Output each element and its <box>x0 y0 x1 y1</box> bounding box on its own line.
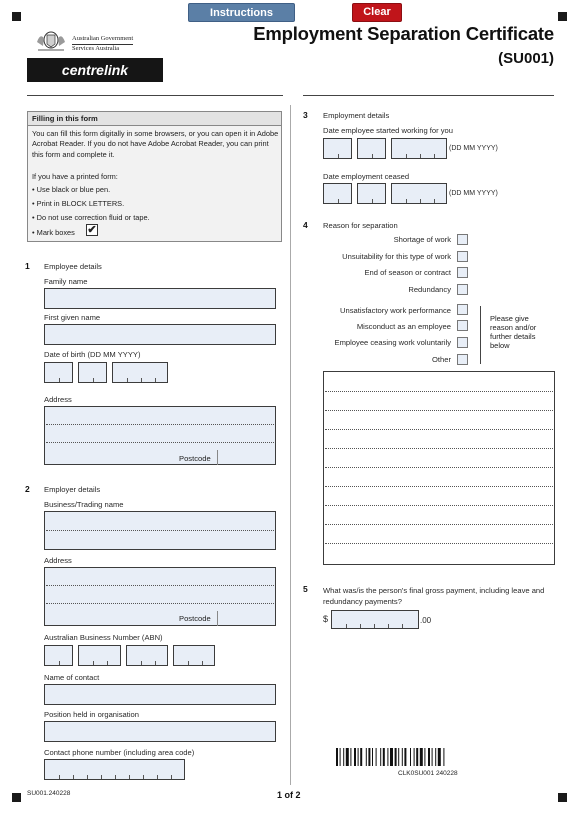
ceased-date-format: (DD MM YYYY) <box>449 190 498 197</box>
abn-field-4[interactable] <box>173 645 215 666</box>
contact-name-label: Name of contact <box>44 673 100 682</box>
info-box-bullet: • Do not use correction fluid or tape. <box>32 213 150 222</box>
dob-day-field[interactable] <box>44 362 73 383</box>
position-label: Position held in organisation <box>44 710 139 719</box>
q4-number: 4 <box>303 220 308 230</box>
abn-field-1[interactable] <box>44 645 73 666</box>
gross-payment-field[interactable] <box>331 610 419 629</box>
government-line-2: Services Australia <box>72 45 120 52</box>
q3-heading: Employment details <box>323 111 390 120</box>
employer-address-label: Address <box>44 556 72 565</box>
employer-postcode-label: Postcode <box>179 614 211 623</box>
form-code: (SU001) <box>498 50 554 67</box>
checked-box-example-icon: ✔ <box>87 224 97 236</box>
dob-year-field[interactable] <box>112 362 168 383</box>
first-given-name-label: First given name <box>44 313 101 322</box>
info-box-bullet: • Use black or blue pen. <box>32 185 111 194</box>
q5-question: What was/is the person's final gross payment, including leave and redundancy payments? <box>323 586 545 606</box>
reason-checkbox-performance[interactable] <box>457 304 468 315</box>
q2-number: 2 <box>25 484 30 494</box>
reason-label: Employee ceasing work voluntarily <box>334 338 451 347</box>
info-box-heading: Filling in this form <box>28 112 281 126</box>
reason-label: Misconduct as an employee <box>356 322 451 331</box>
first-given-name-field[interactable] <box>44 324 276 345</box>
column-divider <box>290 105 291 785</box>
q1-heading: Employee details <box>44 262 102 271</box>
abn-label: Australian Business Number (ABN) <box>44 633 163 642</box>
reason-label: Other <box>432 355 451 364</box>
family-name-label: Family name <box>44 277 88 286</box>
employee-address-label: Address <box>44 395 72 404</box>
start-date-label: Date employee started working for you <box>323 126 454 135</box>
q4-heading: Reason for separation <box>323 221 398 230</box>
family-name-field[interactable] <box>44 288 276 309</box>
reason-checkbox-other[interactable] <box>457 354 468 365</box>
ceased-month-field[interactable] <box>357 183 386 204</box>
phone-label: Contact phone number (including area code) <box>44 748 195 757</box>
q1-number: 1 <box>25 261 30 271</box>
header-rule-right <box>303 95 554 96</box>
instructions-button[interactable]: Instructions <box>188 3 295 22</box>
header-rule-left <box>27 95 283 96</box>
registration-mark-bottom-right <box>558 793 567 802</box>
employer-postcode-field[interactable] <box>217 611 275 626</box>
start-month-field[interactable] <box>357 138 386 159</box>
bullet-text: Print in BLOCK LETTERS. <box>36 199 125 208</box>
government-line-1: Australian Government <box>72 35 133 45</box>
employee-postcode-label: Postcode <box>179 454 211 463</box>
employee-postcode-field[interactable] <box>217 450 275 465</box>
bullet-text: Use black or blue pen. <box>36 185 111 194</box>
barcode-text: CLK0SU001 240228 <box>398 770 458 777</box>
info-box-paragraph: You can fill this form digitally in some browsers, or you can open it in Adobe Acrobat Reader. If you do not have Adobe Acrobat Reader, you can print this form and complete it. <box>32 129 279 159</box>
reason-checkbox-misconduct[interactable] <box>457 320 468 331</box>
further-details-note: Please give reason and/or further details below <box>490 314 537 350</box>
reason-checkbox-unsuitability[interactable] <box>457 251 468 262</box>
start-day-field[interactable] <box>323 138 352 159</box>
reason-label: End of season or contract <box>364 268 451 277</box>
ceased-day-field[interactable] <box>323 183 352 204</box>
form-title: Employment Separation Certificate <box>253 23 554 44</box>
start-date-format: (DD MM YYYY) <box>449 145 498 152</box>
registration-mark-top-right <box>558 12 567 21</box>
form-code-footer: SU001.240228 <box>27 790 71 797</box>
phone-field[interactable] <box>44 759 185 780</box>
info-box-printed-intro: If you have a printed form: <box>32 172 118 181</box>
clear-button[interactable]: Clear <box>352 3 402 22</box>
ceased-date-label: Date employment ceased <box>323 172 410 181</box>
reason-label: Redundancy <box>408 285 451 294</box>
page-number: 1 of 2 <box>277 790 301 800</box>
reason-label: Shortage of work <box>393 235 451 244</box>
registration-mark-bottom-left <box>12 793 21 802</box>
start-year-field[interactable] <box>391 138 447 159</box>
dob-label: Date of birth (DD MM YYYY) <box>44 350 141 359</box>
currency-symbol: $ <box>323 614 329 624</box>
info-box <box>27 111 282 242</box>
q2-heading: Employer details <box>44 485 101 494</box>
employee-address-field[interactable] <box>44 406 276 465</box>
reason-label: Unsatisfactory work performance <box>340 306 451 315</box>
ceased-year-field[interactable] <box>391 183 447 204</box>
bullet-text: Mark boxes <box>36 228 75 237</box>
reason-checkbox-voluntary[interactable] <box>457 337 468 348</box>
bullet-text: Do not use correction fluid or tape. <box>36 213 150 222</box>
dob-month-field[interactable] <box>78 362 107 383</box>
cents-suffix: .00 <box>420 616 432 625</box>
registration-mark-top-left <box>12 12 21 21</box>
position-field[interactable] <box>44 721 276 742</box>
employer-address-field[interactable] <box>44 567 276 626</box>
reason-checkbox-end-of-contract[interactable] <box>457 267 468 278</box>
abn-field-3[interactable] <box>126 645 168 666</box>
q3-number: 3 <box>303 110 308 120</box>
further-details-bracket <box>480 306 481 364</box>
business-name-field[interactable] <box>44 511 276 550</box>
government-name <box>72 35 133 53</box>
reason-label: Unsuitability for this type of work <box>342 252 451 261</box>
government-crest <box>34 29 68 53</box>
centrelink-logo: centrelink <box>27 58 163 82</box>
barcode <box>336 748 494 766</box>
reason-details-field[interactable] <box>323 371 555 565</box>
info-box-bullet: • Mark boxes <box>32 228 75 237</box>
contact-name-field[interactable] <box>44 684 276 705</box>
reason-checkbox-shortage[interactable] <box>457 234 468 245</box>
info-box-bullet: • Print in BLOCK LETTERS. <box>32 199 125 208</box>
reason-checkbox-redundancy[interactable] <box>457 284 468 295</box>
abn-field-2[interactable] <box>78 645 121 666</box>
q5-number: 5 <box>303 584 308 594</box>
business-name-label: Business/Trading name <box>44 500 124 509</box>
